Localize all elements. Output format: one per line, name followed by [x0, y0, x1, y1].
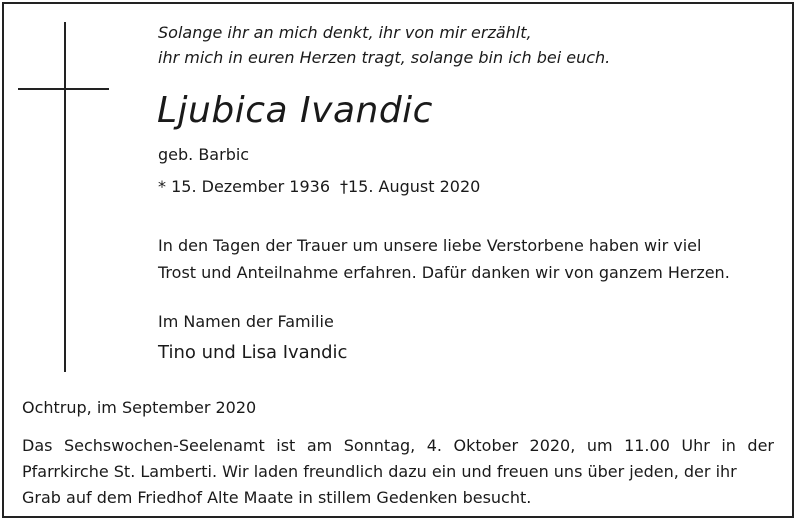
notice-word: 11.00: [624, 436, 670, 455]
notice-word: 4.: [426, 436, 443, 455]
notice-word: um: [586, 436, 613, 455]
life-dates: [158, 176, 490, 198]
notice-word: Oktober: [453, 436, 519, 455]
memorial-service-notice: [22, 433, 774, 511]
cross-horizontal-bar: [18, 88, 109, 90]
family-names: Tino und Lisa Ivandic: [158, 342, 348, 363]
motto-line-1: Solange ihr an mich denkt, ihr von mir erzählt,: [158, 23, 532, 42]
cross-vertical-bar: [64, 22, 66, 372]
notice-line-3: Grab auf dem Friedhof Alte Maate in stillem Gedenken besucht.: [22, 488, 532, 507]
notice-word: Sonntag,: [343, 436, 416, 455]
thanks-line-2: Trost und Anteilnahme erfahren. Dafür danken wir von ganzem Herzen.: [158, 263, 730, 282]
notice-word: der: [747, 436, 774, 455]
notice-word: ist: [276, 436, 296, 455]
family-label: Im Namen der Familie: [158, 312, 334, 331]
notice-word: Uhr: [681, 436, 710, 455]
motto-quote: [158, 20, 610, 70]
notice-line-1: [22, 433, 774, 459]
birth-date: * 15. Dezember 1936: [158, 177, 330, 196]
notice-word: am: [306, 436, 333, 455]
motto-line-2: ihr mich in euren Herzen tragt, solange bin ich bei euch.: [158, 48, 611, 67]
notice-word: Sechswochen-Seelenamt: [63, 436, 265, 455]
deceased-name: Ljubica Ivandic: [157, 90, 433, 131]
notice-word: Das: [22, 436, 53, 455]
place-and-date: Ochtrup, im September 2020: [22, 398, 257, 417]
maiden-name: geb. Barbic: [158, 145, 250, 164]
notice-line-2: Pfarrkirche St. Lamberti. Wir laden freundlich dazu ein und freuen uns über jeden, der ihr: [22, 462, 737, 481]
death-date: †15. August 2020: [340, 177, 481, 196]
thanks-line-1: In den Tagen der Trauer um unsere liebe Verstorbene haben wir viel: [158, 236, 702, 255]
notice-word: in: [721, 436, 736, 455]
notice-word: 2020,: [529, 436, 576, 455]
thanks-text: [158, 232, 730, 286]
